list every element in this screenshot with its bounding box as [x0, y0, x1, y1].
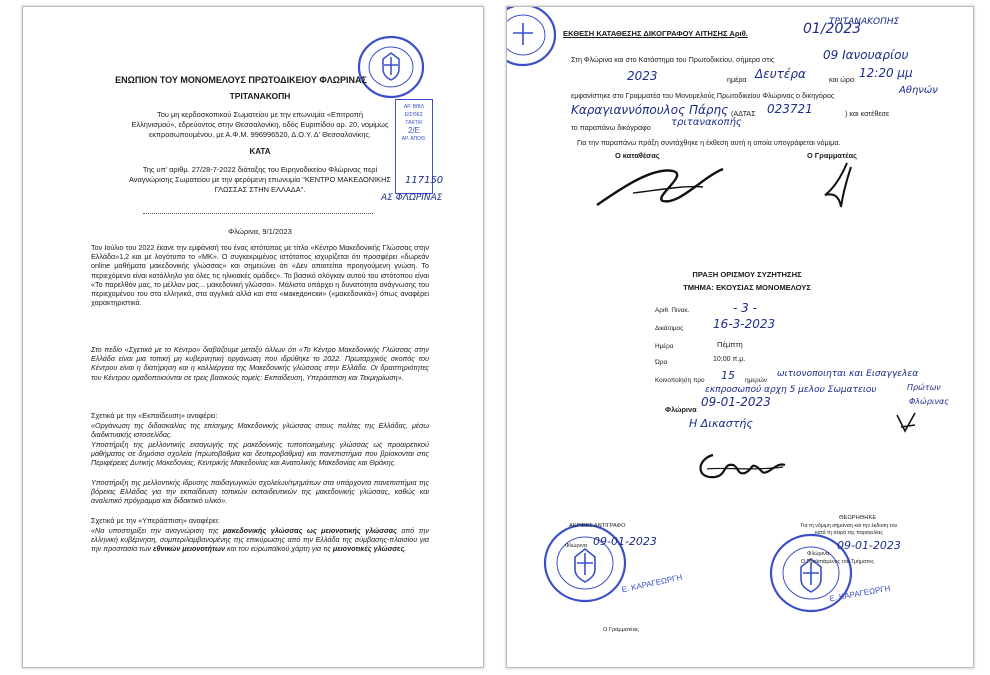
receipt-stamp-line: ΑΡ. ΑΠΟΘ.	[401, 136, 427, 142]
certified-copy-label: ΑΚΡΙΒΕΣ ΑΝΤΙΓΡΑΦΟ	[569, 523, 626, 529]
receipt-stamp-line: ΤΑΚΤΙΚ	[405, 120, 423, 126]
adt-handwritten: 023721	[767, 102, 813, 116]
certified-seal-icon	[539, 519, 631, 607]
defense-bold-text: εθνικών μειονοτήτων	[153, 544, 226, 554]
report-time-handwritten: 12:20 μμ	[859, 66, 913, 80]
report-day-handwritten: Δευτέρα	[755, 67, 806, 81]
receipt-number: 117150	[405, 175, 444, 186]
defense-text: .	[404, 544, 407, 554]
hearing-date-value: 16-3-2023	[713, 317, 776, 331]
court-heading: ΕΝΩΠΙΟΝ ΤΟΥ ΜΟΝΟΜΕΛΟΥΣ ΠΡΩΤΟΔΙΚΕΙΟΥ ΦΛΩΡΙΝΑΣ	[115, 75, 367, 85]
report-line-5: το παραπάνω δικόγραφο	[571, 123, 651, 132]
paragraph-education-heading: Σχετικά με την «Εκπαίδευση» αναφέρει:	[91, 411, 218, 420]
receipt-stamp-line: ΕΙΣΘΕΣ	[404, 112, 424, 118]
receipt-stamp-line: 2/Ε	[407, 126, 420, 135]
seen-signatory: Ε. ΚΑΡΑΓΕΩΡΓΗ	[828, 583, 892, 604]
day-label: ημέρα	[727, 75, 747, 84]
paragraph-defense-heading: Σχετικά με την «Υπεράσπιση» αναφέρει:	[91, 516, 220, 525]
paragraph-education-3: Υποστήριξη της μελλοντικής ίδρυσης παιδαγωγικών σχολείων/τμημάτων στα υπάρχοντα πανεπιστήμια της βόρειας Ελλάδας για την εκπαίδευση τοπικών εκπαιδευτικών της μακεδονικής γλώσσας, καθώς και αναλυτικό πρόγραμμα και διδακτικό υλικό».	[91, 478, 429, 506]
report-line-3: εμφανίστηκε στο Γραμματέα του Μονομελούς Πρωτοδικείου Φλώρινας ο δικηγόρος	[571, 91, 835, 100]
margin-note: ΑΣ ΦΛΩΡΙΝΑΣ	[381, 193, 443, 203]
lawyer-bar-handwritten: Αθηνών	[899, 85, 938, 96]
kata-heading: ΚΑΤΑ	[249, 147, 271, 156]
hearing-date-label: Δικάσιμος	[655, 325, 684, 332]
deposited-label: ) και κατέθεσε	[845, 109, 890, 118]
doc-type-handwritten: ΤΡΙΤΑΝΑΚΟΠΗΣ	[829, 17, 900, 27]
seen-date-handwritten: 09-01-2023	[837, 539, 901, 552]
paragraph-education-2: Υποστήριξη της μελλοντικής εισαγωγής της μακεδονικής τυποποιημένης γλώσσας ως προαιρετικού μαθήματος σε δημόσια σχολεία (πρωτοβάθμια και δευτεροβάθμια) και πανεπιστήμια που βρίσκονται στις Περιφέρειες Δυτικής Μακεδονίας, Κεντρικής Μακεδονίας και Ανατολικής Μακεδονίας και Θράκης.	[91, 440, 429, 468]
judge-mark-icon	[891, 411, 921, 437]
notice-days-value: 15	[721, 369, 735, 382]
seen-florina-label: Φλώρινα	[807, 551, 829, 557]
receipt-stamp-line: ΑΡ. ΒΙΒΛ	[403, 104, 425, 110]
report-date-handwritten: 09 Ιανουαρίου	[823, 48, 909, 62]
hearing-time-label: Ώρα	[655, 359, 668, 366]
seen-line-2: κατά τη σειρά της παραγελίας	[815, 530, 883, 536]
depositor-signature-icon	[593, 157, 733, 213]
seen-line-1: Για τη νόμιμη σήμανση και την έκδοση του	[800, 523, 898, 529]
paragraph-intro: Τον Ιούλιο του 2022 έκανε την εμφάνισή του ένας ιστότοπος με τίτλο «Κέντρο Μακεδονικής Γλώσσας στην Ελλάδα»1,2 και με λογότυπο το «ΜΚ». Ο συγκεκριμένος ιστότοπος ισχυρίζεται ότι προσφέρει «δωρεάν online μαθήματα μακεδονικής γλώσσας» και σημειώνει ότι «Δεν απαιτείται προηγούμενη γνώση. Το περιεχόμενο είναι κατάλληλο για όλες τις ηλικιακές ομάδες». Το βασικό σλόγκαν αυτού του ιστότοπου είναι «Το παρελθόν μας, το μέλλον μας... μακεδονική γλώσσα». Μάλιστα υπάρχει η δυνατότητα ανάγνωσης του περιεχομένου του στα ελληνικά, στα αγγλικά αλλά και στα «македонски» («μακεδονικά») όπως αναφέρει χαρακτηριστικά.	[91, 243, 429, 308]
notice-handwritten-4: Φλώρινας	[909, 397, 949, 406]
report-number: 01/2023	[803, 21, 862, 37]
paragraph-about: Στο πεδίο «Σχετικά με το Κέντρο» διαβάζουμε μεταξύ άλλων ότι «Το Κέντρο Μακεδονικής Γλώσσας στην Ελλάδα είναι μια τοπική μη κυβερνητική οργάνωση που ιδρύθηκε το 2022. Πρωταρχικός σκοπός του Κέντρου είναι η διατήρηση και η καλλιέργεια της Μακεδονικής γλώσσας στην Ελλάδα. Οι δραστηριότητες του Κέντρου ομαδοποιούνται σε τρεις βασικούς τομείς: Εκπαίδευση, Υπεράσπιση και Τεκμηρίωση».	[91, 345, 429, 382]
notice-label: Κοινοποίηση προ	[655, 377, 705, 384]
report-line-1: Στη Φλώρινα και στο Κατάστημα του Πρωτοδικείου, σήμερα στις	[571, 55, 775, 64]
document-page-right	[506, 6, 974, 668]
court-seal-icon	[506, 6, 565, 75]
place-date: Φλώρινα, 9/1/2023	[228, 227, 292, 236]
petitioner-line-3: εκπροσωπουμένου, με Α.Φ.Μ. 996996520, Δ.Ο.Υ. Δ' Θεσσαλονίκης.	[148, 130, 372, 139]
florina-label: Φλώρινα	[665, 405, 697, 414]
act-title: ΠΡΑΞΗ ΟΡΙΣΜΟΥ ΣΥΖΗΤΗΣΗΣ	[692, 270, 802, 279]
report-line-6: Για την παραπάνω πράξη συντάχθηκε η έκθεση αυτή η οποία υπογράφεται νόμιμα.	[577, 138, 841, 147]
certified-date-handwritten: 09-01-2023	[593, 535, 657, 548]
act-department: ΤΜΗΜΑ: ΕΚΟΥΣΙΑΣ ΜΟΝΟΜΕΛΟΥΣ	[683, 283, 811, 292]
defense-text: και του ευρωπαϊκού χάρτη για τις	[225, 544, 333, 554]
petitioner-line-1: Του μη κερδοσκοπικού Σωματείου με την επωνυμία «Επιτροπή	[157, 110, 363, 119]
seen-label: ΘΕΩΡΗΘΗΚΕ	[839, 515, 877, 521]
judge-signature-icon	[693, 445, 793, 485]
defense-text: από την ελληνική κυβέρνηση, συμπεριλαμβανομένης της επικύρωσης από την Ελλάδα της σύμβασης-πλαισίου για την προστασία των	[91, 526, 429, 554]
adt-label: (ΑΔΤΑΣ	[731, 109, 756, 118]
certified-florina-label: Φλώρινα	[565, 543, 587, 549]
certified-secretary-label: Ο Γραμματέας	[603, 627, 639, 633]
secretary-label: Ο Γραμματέας	[807, 151, 857, 160]
report-title: ΕΚΘΕΣΗ ΚΑΤΑΘΕΣΗΣ ΔΙΚΟΓΡΑΦΟΥ ΑΙΤΗΣΗΣ Αριθ.	[563, 29, 748, 38]
notice-handwritten-1: ωιτιονοποιηται και Εισαγγελεα	[777, 369, 919, 379]
secretary-signature-icon	[817, 159, 857, 211]
against-line-3: ΓΛΩΣΣΑΣ ΣΤΗΝ ΕΛΛΑΔΑ".	[214, 185, 306, 194]
notice-handwritten-2: εκπροσωπού αρχη 5 μελου Σωματειου	[705, 385, 877, 395]
petitioner-line-2: Ελληνισμού», εδρεύοντος στην Θεσσαλονίκη, οδός Ευριπίδου αρ. 20, νομίμως	[131, 120, 389, 129]
document-page-left	[22, 6, 484, 668]
notice-days-label: ημερών	[745, 377, 767, 384]
document-type: ΤΡΙΤΑΝΑΚΟΠΗ	[229, 91, 291, 101]
defense-text: «Να υποστηρίξει την αναγνώριση της	[91, 526, 223, 535]
hearing-day-value: Πέμπτη	[717, 340, 743, 349]
against-line-2: Αναγνώρισης Σωματείου με την φερόμενη επωνυμία "ΚΕΝΤΡΟ ΜΑΚΕΔΟΝΙΚΗΣ	[129, 175, 391, 184]
notice-handwritten-3: Πρώτων	[907, 383, 941, 392]
certified-signatory: Ε. ΚΑΡΑΓΕΩΡΓΗ	[620, 572, 684, 595]
hearing-time-value: 10:00 π.μ.	[713, 356, 746, 363]
paragraph-defense-body	[91, 526, 429, 554]
defense-bold-text: μακεδονικής γλώσσας ως μειονοτικής γλώσσας	[222, 526, 397, 535]
hearing-day-label: Ημέρα	[655, 343, 674, 350]
paragraph-education-1: «Οργάνωση της διδασκαλίας της επίσημης Μακεδονικής γλώσσας στους πολίτες της Ελλάδας, μέσω διαδικτυακής ιστοσελίδας.	[91, 421, 429, 440]
table-number-value: - 3 -	[733, 301, 757, 315]
separator	[143, 213, 373, 214]
judge-label: Η Δικαστής	[689, 417, 753, 430]
table-number-label: Αριθ. Πινακ.	[655, 307, 690, 314]
time-label: και ώρα	[829, 75, 855, 84]
seen-chief-label: Ο Προϊστάμενος του Τμήματος	[801, 559, 874, 565]
depositor-label: Ο καταθέσας	[615, 151, 660, 160]
lawyer-name-handwritten: Καραγιαννόπουλος Πάρης	[571, 103, 729, 117]
report-year-handwritten: 2023	[627, 69, 658, 83]
document-kind-handwritten: τριτανακοπής	[671, 117, 742, 128]
defense-bold-text: μειονοτικές γλώσσες	[332, 544, 405, 554]
against-line-1: Της υπ' αριθμ. 27/28-7-2022 διάταξης του Ειρηνοδικείου Φλώρινας περί	[142, 165, 378, 174]
act-date-handwritten: 09-01-2023	[701, 395, 771, 409]
